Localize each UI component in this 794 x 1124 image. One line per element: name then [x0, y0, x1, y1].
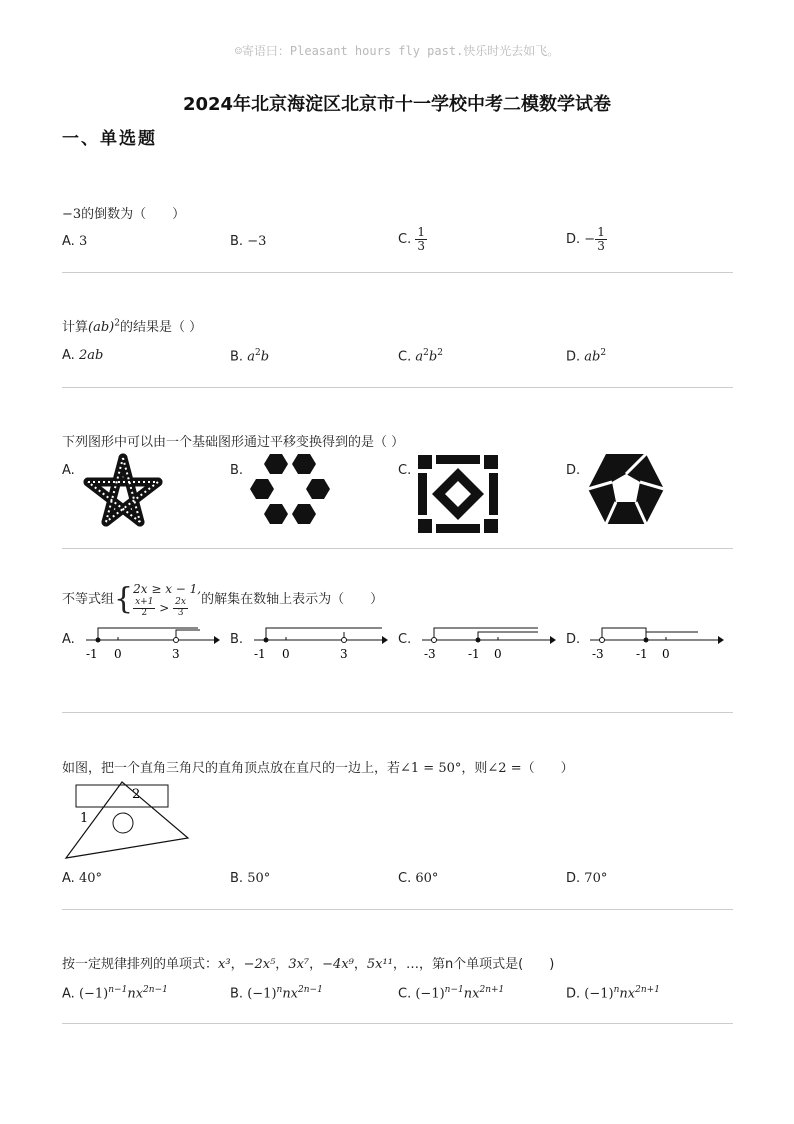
q1-option-a[interactable]: A. 3 — [62, 234, 88, 249]
q1-option-d[interactable]: D. − $\frac{1}{3}$ — [566, 225, 605, 254]
divider — [62, 909, 733, 910]
number-line-c — [418, 620, 556, 664]
section-heading: 一、单选题 — [62, 129, 157, 149]
q4-option-a[interactable]: A. — [62, 632, 75, 647]
star-film-figure — [80, 452, 166, 532]
question-3-stem: 下列图形中可以由一个基础图形通过平移变换得到的是（ ） — [62, 435, 405, 450]
q2-option-d[interactable]: D. $ab^2$ — [566, 348, 607, 365]
q1-option-c[interactable]: C. $\frac{1}{3}$ — [398, 225, 425, 254]
q4-option-c[interactable]: C. — [398, 632, 412, 647]
svg-text:-1: -1 — [636, 647, 648, 661]
q4-option-b[interactable]: B. — [230, 632, 244, 647]
divider — [62, 1023, 733, 1024]
q5-option-d[interactable]: D. 70° — [566, 871, 608, 886]
question-1-stem: −3的倒数为（ ） — [62, 207, 186, 222]
question-6-stem: 按一定规律排列的单项式：x³，−2x⁵，3x⁷，−4x⁹，5x¹¹，…，第n个单项式是( ) — [62, 957, 555, 972]
svg-text:0: 0 — [282, 647, 290, 661]
square-diamond-figure — [418, 455, 498, 533]
question-2-stem: 计算(ab)$^2$的结果是（ ） — [62, 318, 203, 335]
q1-option-b[interactable]: B. −3 — [230, 234, 267, 249]
svg-text:0: 0 — [114, 647, 122, 661]
svg-text:-1: -1 — [86, 647, 98, 661]
svg-text:2: 2 — [132, 787, 141, 802]
fraction: $\frac{1}{3}$ — [417, 225, 425, 254]
number-line-b — [250, 620, 388, 664]
svg-text:-3: -3 — [592, 647, 604, 661]
q3-option-a[interactable]: A. — [62, 463, 75, 478]
q6-option-c[interactable]: C. $(-1)^{n-1}nx^{2n+1}$ — [398, 985, 505, 1002]
question-5-stem: 如图，把一个直角三角尺的直角顶点放在直尺的一边上，若∠1 = 50°，则∠2 =（ ） — [62, 761, 574, 776]
divider — [62, 387, 733, 388]
aperture-hexagon-figure — [586, 452, 666, 526]
q2-option-b[interactable]: B. $a^2b$ — [230, 348, 270, 365]
svg-text:3: 3 — [172, 647, 180, 661]
q5-option-c[interactable]: C. 60° — [398, 871, 439, 886]
divider — [62, 548, 733, 549]
motto-text: ☺寄语曰：Pleasant hours fly past.快乐时光去如飞。 — [234, 44, 560, 58]
q6-option-a[interactable]: A. $(-1)^{n-1}nx^{2n-1}$ — [62, 985, 168, 1002]
divider — [62, 272, 733, 273]
q4-option-d[interactable]: D. — [566, 632, 581, 647]
svg-text:-3: -3 — [424, 647, 436, 661]
inequality-system: 2x ≥ x − 1, $\frac{x+1}{2}$ > $\frac{2x}{3}$ — [133, 582, 202, 618]
q1-number: −3 — [62, 207, 82, 222]
q3-option-c[interactable]: C. — [398, 463, 412, 478]
question-4-stem: 不等式组{ 2x ≥ x − 1, $\frac{x+1}{2}$ > $\frac{2x}{3}$ 的解集在数轴上表示为（ ） — [62, 581, 384, 618]
svg-text:-1: -1 — [254, 647, 266, 661]
page-title: 2024年北京海淀区北京市十一学校中考二模数学试卷 — [182, 94, 612, 115]
q6-option-d[interactable]: D. $(-1)^nnx^{2n+1}$ — [566, 985, 660, 1002]
hexagon-ring-figure — [248, 452, 332, 528]
divider — [62, 712, 733, 713]
svg-text:0: 0 — [494, 647, 502, 661]
svg-text:0: 0 — [662, 647, 670, 661]
svg-text:-1: -1 — [468, 647, 480, 661]
q2-option-a[interactable]: A. 2ab — [62, 348, 104, 363]
q2-option-c[interactable]: C. $a^2b^2$ — [398, 348, 443, 365]
svg-text:3: 3 — [340, 647, 348, 661]
number-line-d — [586, 620, 724, 664]
svg-text:1: 1 — [80, 811, 89, 826]
q6-option-b[interactable]: B. $(-1)^nnx^{2n-1}$ — [230, 985, 323, 1002]
ruler-triangle-figure — [62, 780, 194, 862]
q5-option-b[interactable]: B. 50° — [230, 871, 271, 886]
q3-option-b[interactable]: B. — [230, 463, 244, 478]
q3-option-d[interactable]: D. — [566, 463, 581, 478]
number-line-a — [82, 620, 220, 664]
fraction: $\frac{1}{3}$ — [597, 225, 605, 254]
q5-option-a[interactable]: A. 40° — [62, 871, 102, 886]
